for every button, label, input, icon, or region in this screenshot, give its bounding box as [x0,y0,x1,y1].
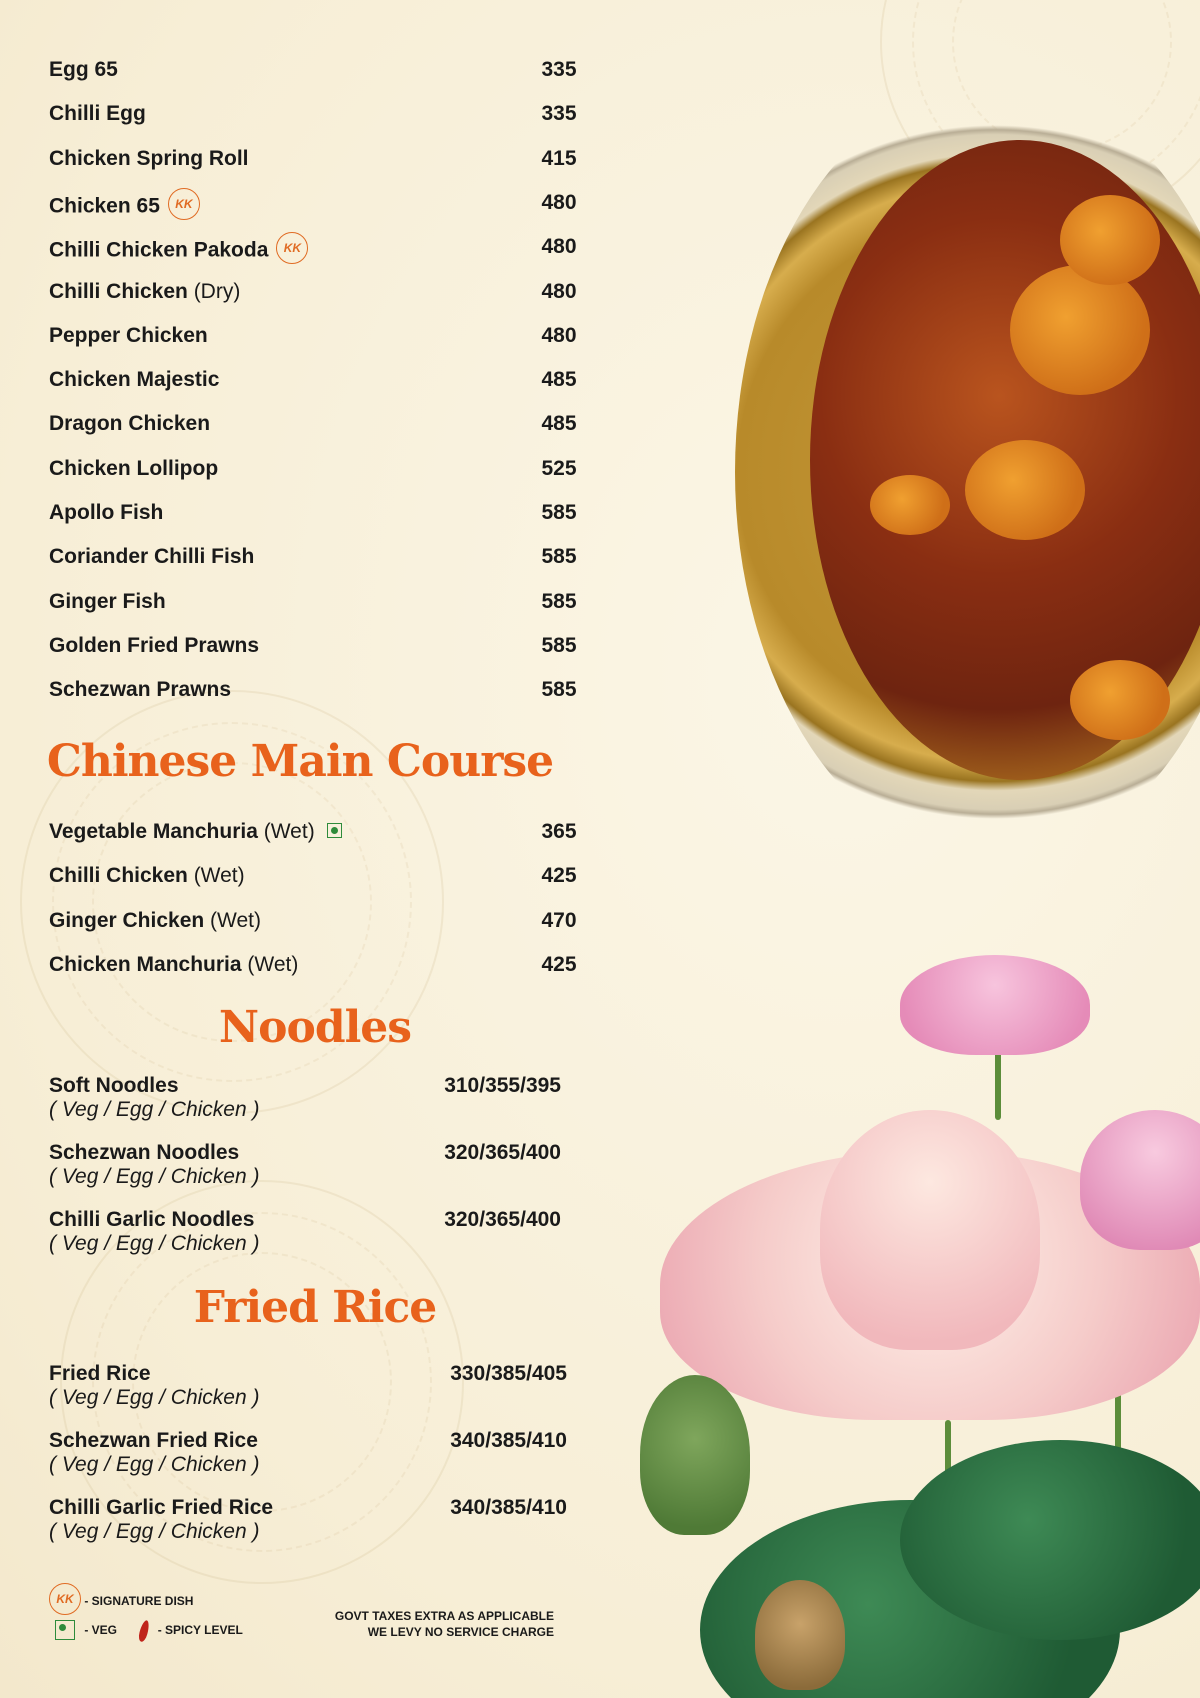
item-price: 415 [541,146,577,170]
item-name-group [49,953,298,977]
menu-item [49,633,577,674]
item-name-group [49,820,342,844]
item-price: 470 [541,908,577,932]
legend-veg-label: - VEG [84,1623,118,1638]
item-variants: ( Veg / Egg / Chicken ) [49,1098,260,1121]
menu-item [49,678,577,718]
item-name: Dragon Chicken [49,412,211,436]
chili-icon [138,1619,151,1642]
menu-item [49,58,577,98]
item-name: Chicken Manchuria [49,952,242,976]
item-price: 585 [541,589,577,613]
item-name-group [49,457,218,481]
item-price: 335 [541,102,577,126]
legend-veg-spicy [55,1620,243,1642]
item-name: Vegetable Manchuria [49,820,258,843]
item-price: 585 [541,633,577,657]
item-name: Golden Fried Prawns [49,633,260,657]
item-name: Soft Noodles [49,1074,179,1097]
signature-dish-icon: KK [168,188,200,220]
menu-item [49,190,577,231]
item-name: Chilli Chicken [49,864,188,888]
item-variants: ( Veg / Egg / Chicken ) [49,1386,260,1409]
menu-item [49,456,577,497]
prawn [870,475,950,535]
item-price: 320/365/400 [444,1141,561,1164]
menu-item [49,412,577,452]
menu-item [49,1362,567,1426]
item-price: 485 [541,412,577,436]
menu-item [49,545,577,585]
item-name: Chilli Chicken Pakoda [49,238,269,262]
item-price: 425 [541,864,577,888]
item-name-group [49,58,118,82]
menu-item [49,1074,561,1138]
item-name: Coriander Chilli Fish [49,545,255,569]
item-price: 585 [541,545,577,569]
item-variants: ( Veg / Egg / Chicken ) [49,1453,260,1476]
item-price: 335 [541,58,577,81]
item-name-group [49,634,259,658]
item-name: Ginger Fish [49,589,166,613]
section-title-main-course: Chinese Main Course [46,736,554,787]
item-name: Ginger Chicken [49,908,205,932]
veg-symbol-icon [327,823,342,838]
menu-item [49,279,577,320]
menu-item [49,501,577,541]
item-name-group [49,191,200,223]
item-name: Chilli Garlic Fried Rice [49,1496,274,1519]
item-price: 480 [541,279,577,303]
item-note: (Wet) [187,864,245,888]
prawn [965,440,1085,540]
item-name-group [49,412,210,436]
menu-item [49,1208,561,1272]
prawn [1060,195,1160,285]
item-variants: ( Veg / Egg / Chicken ) [49,1520,260,1543]
item-name-group [49,590,166,614]
item-name-group [49,147,249,171]
item-price: 585 [541,678,577,702]
item-name-group [49,102,146,126]
item-price: 425 [541,952,577,976]
item-name: Schezwan Fried Rice [49,1429,258,1452]
item-price: 480 [541,235,577,259]
lotus-bud [1080,1110,1200,1250]
lotus-bud [640,1375,750,1535]
item-note: (Wet) [257,820,315,843]
legend-spicy-label: - SPICY LEVEL [157,1623,243,1638]
prawn [1010,265,1150,395]
item-price: 365 [541,820,577,843]
item-note: (Wet) [204,908,261,932]
item-price: 340/385/410 [450,1429,567,1452]
item-name: Chicken Majestic [49,368,220,392]
item-price: 585 [541,501,577,524]
item-price: 485 [541,368,577,392]
lotus-seedpod [755,1580,845,1690]
item-name-group [49,280,240,304]
section-title-noodles: Noodles [218,1002,412,1053]
item-name: Chicken 65 [49,194,160,218]
lotus-bud [900,955,1090,1055]
menu-item [49,1429,567,1493]
item-name: Chilli Egg [49,102,146,126]
item-name-group [49,864,245,888]
item-note: (Wet) [241,952,299,976]
tax-note-line: GOVT TAXES EXTRA AS APPLICABLE [334,1609,554,1623]
item-note: (Dry) [187,279,241,303]
signature-dish-icon: KK [276,232,308,264]
item-variants: ( Veg / Egg / Chicken ) [49,1165,260,1188]
item-name: Fried Rice [49,1362,151,1385]
item-variants: ( Veg / Egg / Chicken ) [49,1232,260,1255]
item-price: 320/365/400 [444,1208,561,1231]
menu-item [49,102,577,142]
item-price: 340/385/410 [450,1496,567,1519]
tax-note-line: WE LEVY NO SERVICE CHARGE [367,1625,554,1639]
item-name-group [49,545,254,569]
lotus-petal [820,1110,1040,1350]
menu-item [49,368,577,408]
prawn [1070,660,1170,740]
item-name: Schezwan Prawns [49,678,232,702]
lotus-leaf [900,1440,1200,1640]
menu-item [49,323,577,364]
item-name-group [49,501,163,525]
menu-item [49,235,577,275]
item-name: Pepper Chicken [49,323,208,347]
veg-symbol-icon [55,1620,75,1640]
section-title-fried-rice: Fried Rice [193,1282,437,1333]
item-price: 525 [541,456,577,480]
item-name: Chicken Spring Roll [49,146,249,170]
item-name: Schezwan Noodles [49,1141,240,1164]
menu-item [49,864,577,904]
menu-item [49,146,577,187]
item-price: 330/385/405 [450,1362,567,1385]
legend-signature [49,1586,193,1618]
menu-item [49,908,577,949]
menu-item [49,1141,561,1205]
item-name: Chicken Lollipop [49,456,219,480]
item-name-group [49,909,261,933]
item-name-group [49,368,219,392]
item-name: Egg 65 [49,58,118,81]
menu-item [49,1496,567,1560]
tax-note [300,1608,554,1640]
item-price: 480 [541,190,577,214]
menu-item [49,952,577,993]
item-name-group [49,678,231,702]
item-name: Chilli Garlic Noodles [49,1208,255,1231]
menu-item [49,589,577,630]
item-name-group [49,324,208,348]
item-name: Chilli Chicken [49,279,188,303]
signature-dish-icon: KK [49,1583,81,1615]
item-name-group [49,235,308,267]
item-name: Apollo Fish [49,501,164,524]
item-price: 310/355/395 [444,1074,561,1097]
legend-signature-label: - SIGNATURE DISH [84,1594,194,1609]
menu-item [49,820,577,860]
item-price: 480 [541,323,577,347]
